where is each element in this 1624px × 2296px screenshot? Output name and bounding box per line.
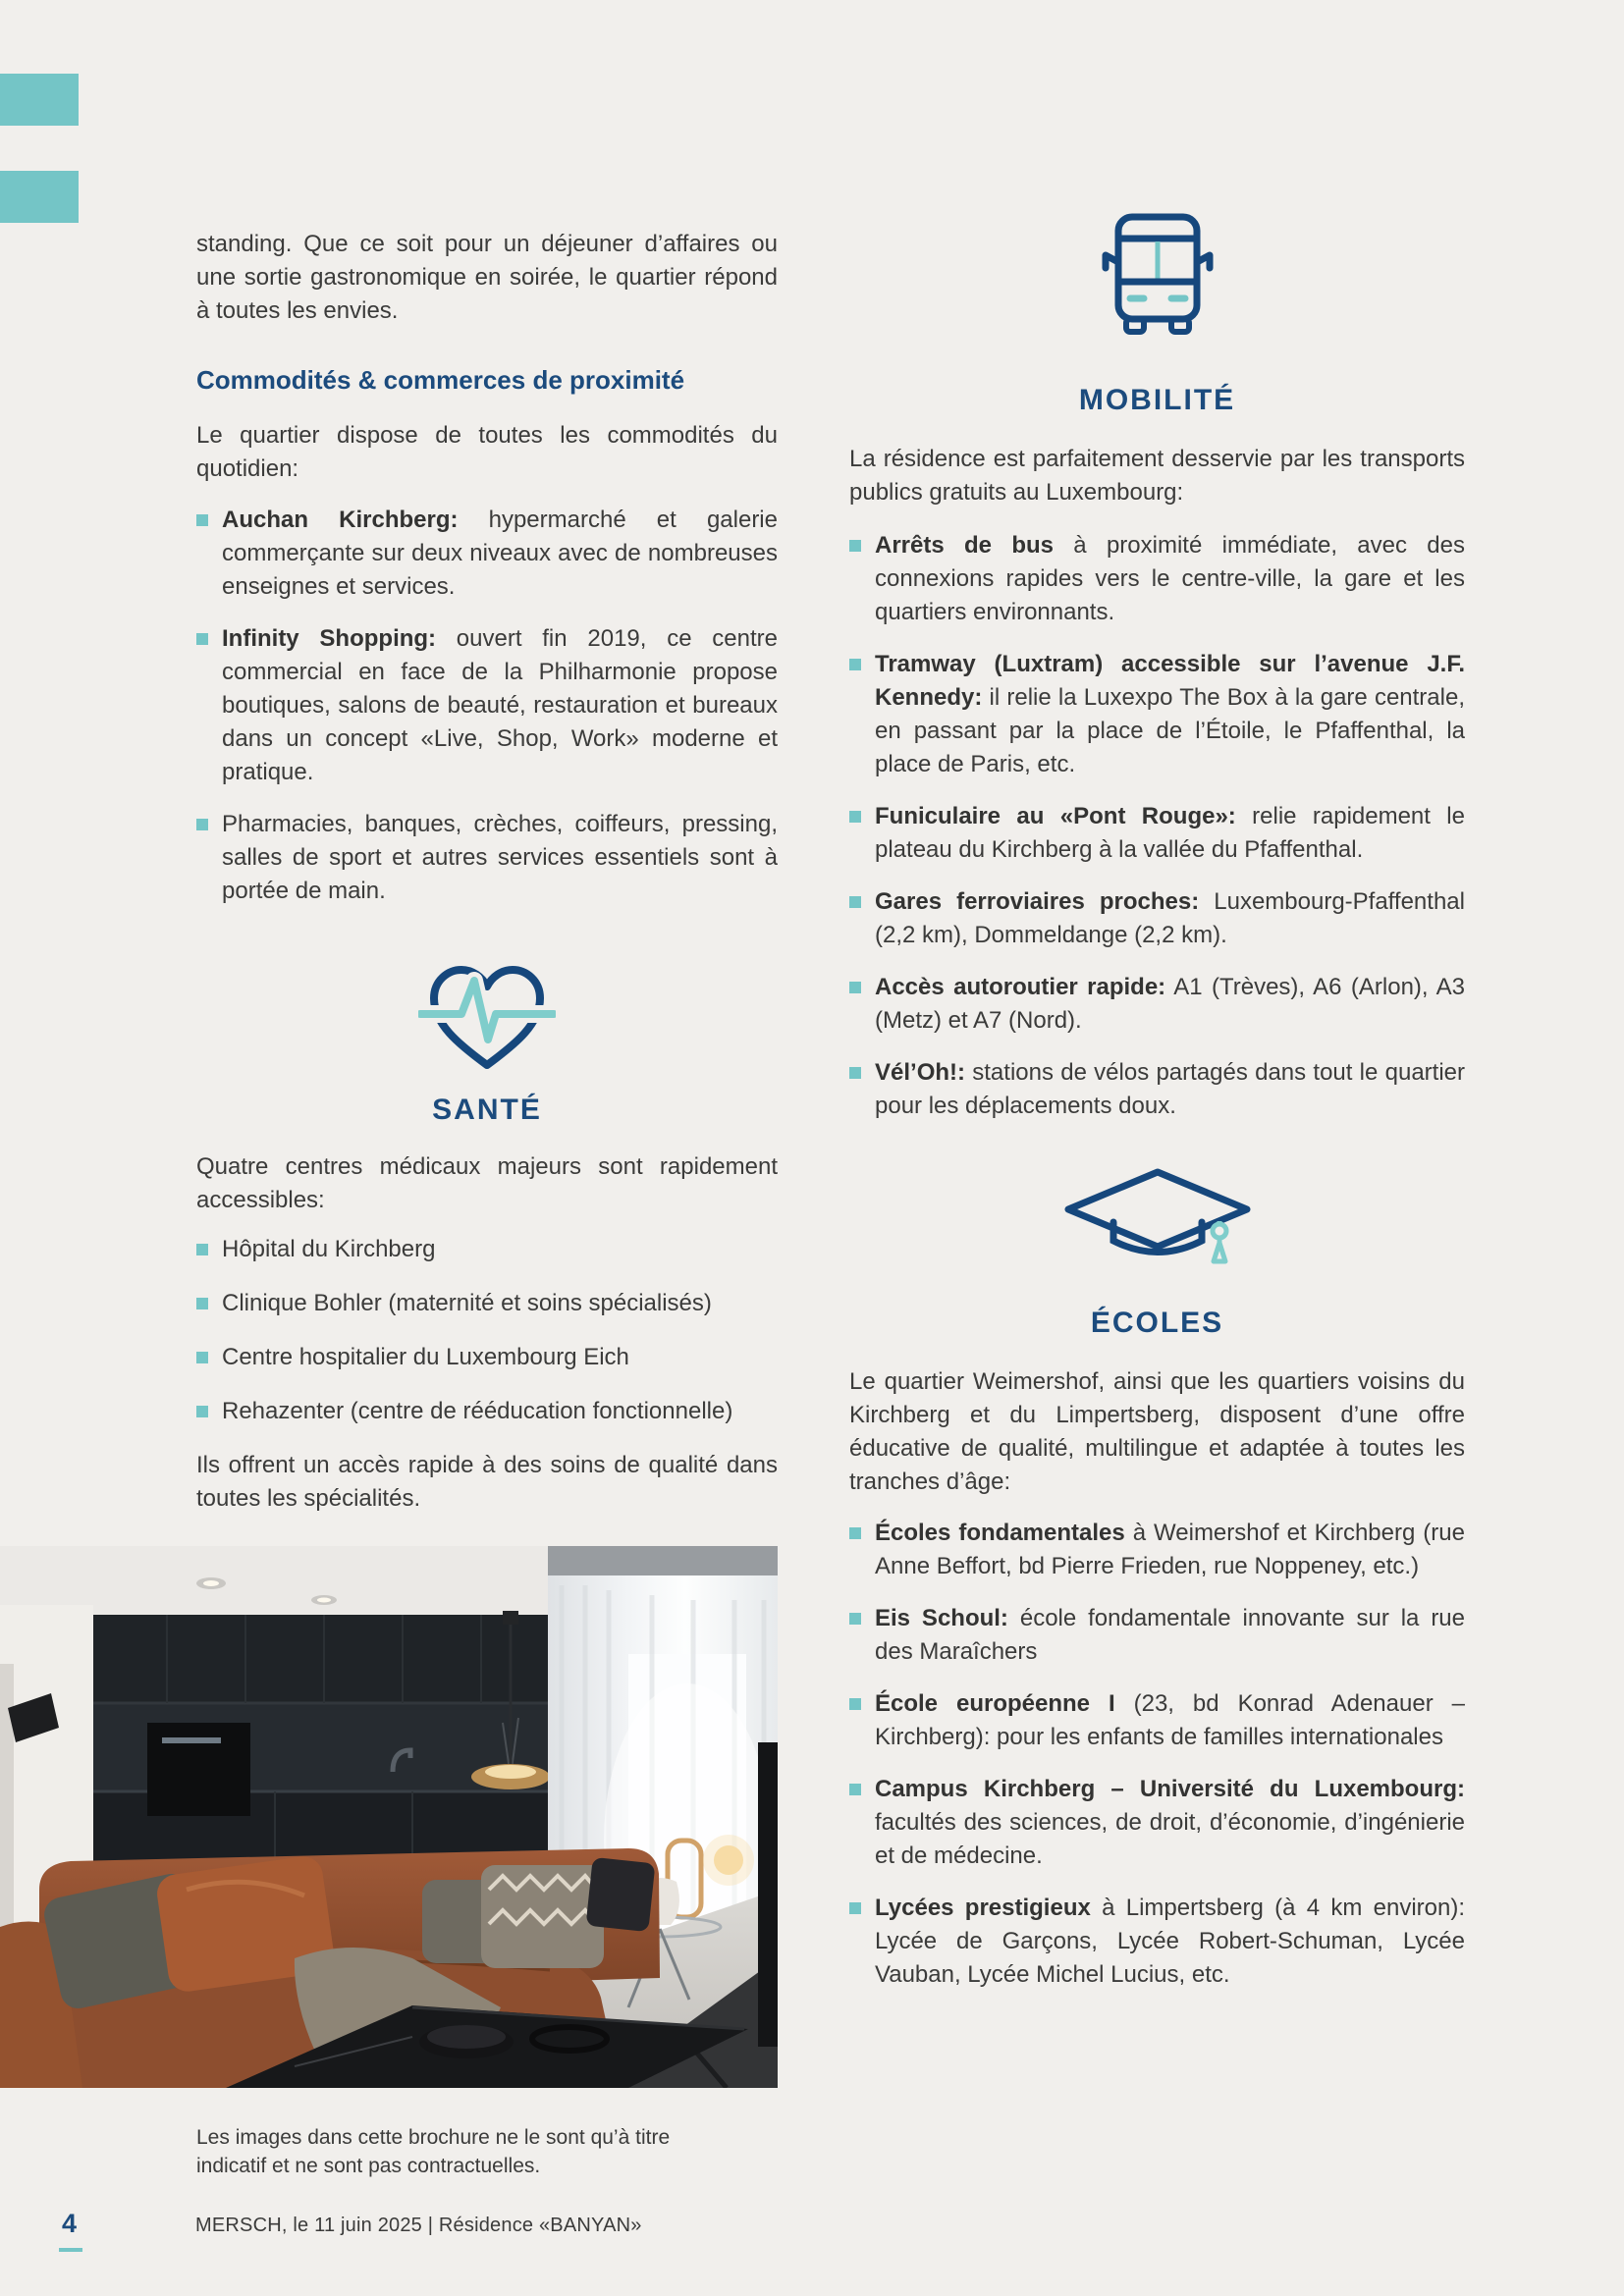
footer-date-residence: MERSCH, le 11 juin 2025 | Résidence «BANYAN» (195, 2215, 642, 2236)
list-item (196, 1341, 778, 1374)
page-number-underline (59, 2248, 82, 2252)
sante-heading: SANTÉ (432, 1094, 542, 1126)
sante-list (196, 1233, 778, 1428)
commodites-lead: Le quartier dispose de toutes les commodités du quotidien: (196, 422, 778, 482)
list-item (196, 808, 778, 908)
bullet-square-icon (196, 1244, 208, 1255)
list-item-text: Auchan Kirchberg: hypermarché et galerie commerçante sur deux niveaux avec de nombreuses enseignes et services. (222, 507, 778, 600)
heart-pulse-icon (418, 959, 556, 1082)
list-item (196, 504, 778, 604)
sante-lead: Quatre centres médicaux majeurs sont rapidement accessibles: (196, 1153, 778, 1213)
bullet-square-icon (849, 1613, 861, 1625)
bullet-square-icon (849, 1067, 861, 1079)
list-item-text: Arrêts de bus à proximité immédiate, avec des connexions rapides vers le centre-ville, la gare et les quartiers environnants. (875, 532, 1466, 625)
sante-section-icon (196, 959, 778, 1082)
list-item (196, 1395, 778, 1428)
list-item-text: École européenne I (23, bd Konrad Adenauer – Kirchberg): pour les enfants de familles internationales (875, 1690, 1465, 1750)
mobilite-list (849, 529, 1465, 1123)
list-item-text: Tramway (Luxtram) accessible sur l’avenue J.F. Kennedy: il relie la Luxexpo The Box à la gare centrale, en passant par la place de l’Étoile, le Pfaffenthal, la place de Paris, etc. (875, 651, 1465, 777)
list-item (196, 1287, 778, 1320)
bullet-square-icon (196, 819, 208, 830)
mobilite-heading: MOBILITÉ (1078, 384, 1236, 416)
list-item-text: Accès autoroutier rapide: A1 (Trèves), A6 (Arlon), A3 (Metz) et A7 (Nord). (875, 974, 1465, 1034)
graduation-cap-icon (1055, 1166, 1261, 1269)
list-item (849, 1056, 1465, 1123)
list-item-text: Eis Schoul: école fondamentale innovante sur la rue des Maraîchers (875, 1605, 1466, 1665)
living-room-illustration (0, 1546, 778, 2088)
list-item (849, 800, 1465, 867)
teal-decoration-bar-2 (0, 171, 79, 223)
bullet-square-icon (849, 1902, 861, 1914)
list-item-text: Funiculaire au «Pont Rouge»: relie rapidement le plateau du Kirchberg à la vallée du Pfaffenthal. (875, 803, 1465, 863)
commodites-list (196, 504, 778, 908)
list-item (196, 1233, 778, 1266)
list-item-text: Campus Kirchberg – Université du Luxembourg: facultés des sciences, de droit, d’économie, d’ingénierie et de médecine. (875, 1776, 1465, 1869)
sante-outro: Ils offrent un accès rapide à des soins de qualité dans toutes les spécialités. (196, 1452, 778, 1512)
ecoles-section-icon (849, 1166, 1465, 1269)
bullet-square-icon (849, 659, 861, 670)
bullet-square-icon (849, 896, 861, 908)
list-item-text: Rehazenter (centre de rééducation fonctionnelle) (222, 1398, 733, 1424)
list-item-text: Vél’Oh!: stations de vélos partagés dans tout le quartier pour les déplacements doux. (875, 1059, 1465, 1119)
list-item (849, 1892, 1465, 1992)
bullet-square-icon (849, 811, 861, 823)
left-column (196, 228, 778, 1516)
list-item-text: Pharmacies, banques, crèches, coiffeurs, pressing, salles de sport et autres services essentiels sont à portée de main. (222, 811, 778, 904)
list-item-text: Infinity Shopping: ouvert fin 2019, ce centre commercial en face de la Philharmonie propose boutiques, salons de beauté, restauration et bureaux dans un concept «Live, Shop, Work» moderne et pratique. (222, 625, 779, 785)
list-item (849, 885, 1465, 952)
teal-decoration-bar-1 (0, 74, 79, 126)
list-item (849, 1687, 1465, 1754)
interior-photo (0, 1546, 778, 2088)
bullet-square-icon (849, 1698, 861, 1710)
list-item (196, 622, 778, 789)
mobilite-lead: La résidence est parfaitement desservie par les transports publics gratuits au Luxembourg: (849, 446, 1465, 506)
right-column (849, 211, 1465, 2010)
bullet-square-icon (196, 1352, 208, 1363)
bullet-square-icon (196, 633, 208, 645)
photo-caption: Les images dans cette brochure ne le sont qu’à titre indicatif et ne sont pas contractuelles. (196, 2126, 671, 2177)
bullet-square-icon (849, 1784, 861, 1795)
list-item-text: Gares ferroviaires proches: Luxembourg-Pfaffenthal (2,2 km), Dommeldange (2,2 km). (875, 888, 1465, 948)
intro-paragraph: standing. Que ce soit pour un déjeuner d’affaires ou une sortie gastronomique en soirée, le quartier répond à toutes les envies. (196, 231, 778, 324)
bullet-square-icon (196, 514, 208, 526)
commodites-heading: Commodités & commerces de proximité (196, 365, 685, 395)
list-item (849, 971, 1465, 1038)
list-item (849, 529, 1465, 629)
bullet-square-icon (849, 1527, 861, 1539)
bullet-square-icon (196, 1298, 208, 1309)
bus-icon (1089, 211, 1226, 339)
ecoles-list (849, 1517, 1465, 1992)
list-item-text: Lycées prestigieux à Limpertsberg (à 4 km environ): Lycée de Garçons, Lycée Robert-Schuman, Lycée Vauban, Lycée Michel Lucius, etc. (875, 1895, 1465, 1988)
list-item (849, 1602, 1465, 1669)
list-item (849, 1517, 1465, 1583)
bullet-square-icon (849, 982, 861, 993)
page-number: 4 (62, 2209, 78, 2238)
mobilite-section-icon (849, 211, 1465, 339)
list-item (849, 1773, 1465, 1873)
list-item-text: Écoles fondamentales à Weimershof et Kirchberg (rue Anne Beffort, bd Pierre Frieden, rue Noppeney, etc.) (875, 1520, 1465, 1579)
ecoles-lead: Le quartier Weimershof, ainsi que les quartiers voisins du Kirchberg et du Limpertsberg, disposent d’une offre éducative de qualité, multilingue et adaptée à toutes les tranches d’âge: (849, 1368, 1465, 1495)
list-item-text: Clinique Bohler (maternité et soins spécialisés) (222, 1290, 712, 1316)
list-item (849, 648, 1465, 781)
ecoles-heading: ÉCOLES (1090, 1307, 1224, 1339)
bullet-square-icon (849, 540, 861, 552)
list-item-text: Hôpital du Kirchberg (222, 1236, 436, 1262)
bullet-square-icon (196, 1406, 208, 1417)
list-item-text: Centre hospitalier du Luxembourg Eich (222, 1344, 629, 1370)
